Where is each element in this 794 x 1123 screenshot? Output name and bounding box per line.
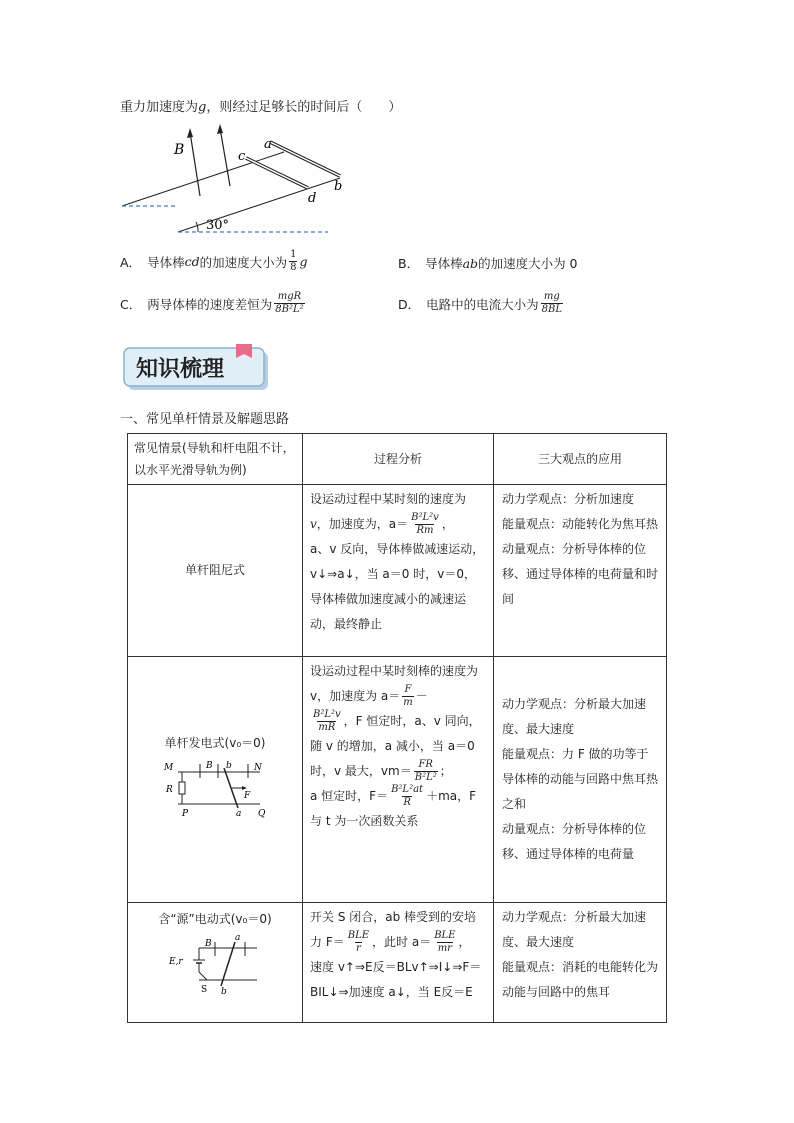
option-a-text: 导体棒 [147, 254, 185, 270]
label-angle: 30° [206, 218, 230, 233]
option-c-frac-num: mgR [277, 291, 302, 302]
row2-app-1: 动力学观点：分析最大加速度、最大速度 [502, 697, 647, 736]
row2-f4-num: B²L²at [391, 784, 424, 795]
table-row [128, 657, 667, 903]
option-a[interactable] [120, 250, 308, 273]
row1-proc-2eq: ，a＝ [376, 517, 409, 531]
option-d-frac-num: mg [543, 291, 560, 302]
row1-scene: 单杆阻尼式 [128, 485, 303, 657]
intro-suffix: ，则经过足够长的时间后（ ） [206, 100, 402, 115]
fig-label-R: R [166, 784, 173, 795]
row2-circuit-figure [160, 758, 270, 820]
row2-f1-num: F [404, 684, 412, 695]
row2-proc-2: v，加速度为 a＝ [310, 689, 401, 703]
table-header-row [128, 434, 667, 485]
fig-label-N: N [254, 762, 262, 773]
row2-fraction-1 [402, 685, 413, 708]
fig-label-B: B [205, 939, 212, 949]
section-title: 一、常见单杆情景及解题思路 [120, 412, 290, 427]
table-row [128, 903, 667, 1023]
option-a-frac-den: 8 [290, 262, 297, 273]
option-b[interactable] [398, 254, 578, 272]
option-a-tail: g [299, 254, 308, 269]
row2-app-3: 动量观点：分析导体棒的位移、通过导体棒的电荷量 [502, 822, 647, 861]
fig-label-F: F [244, 790, 251, 801]
banner-title: 知识梳理 [136, 356, 225, 382]
row3-fraction-2 [433, 931, 456, 954]
row3-scene [128, 903, 303, 1023]
fig-label-P: P [182, 808, 189, 819]
row1-app-1: 动力学观点：分析加速度 [502, 492, 635, 506]
angle-arc [196, 222, 198, 232]
row1-proc-2: ，加速度为 [316, 517, 377, 531]
intro-prefix: 重力加速度为 [120, 100, 199, 115]
header-scene: 常见情景(导轨和杆电阻不计，以水平光滑导轨为例) [128, 434, 303, 485]
option-a-text2: 的加速度大小为 [199, 254, 288, 270]
row2-f4-den: R [403, 797, 411, 808]
row2-scene [128, 657, 303, 903]
option-c-fraction [274, 292, 304, 315]
row2-app-2: 能量观点：力 F 做的功等于导体棒的动能与回路中焦耳热之和 [502, 747, 659, 811]
row2-fraction-4 [390, 785, 424, 808]
row3-scene-label: 含“源”电动式(v₀＝0) [158, 912, 272, 926]
question-intro [120, 96, 401, 115]
label-b: b [334, 179, 343, 194]
option-d-label: D． [398, 296, 421, 312]
rod-cd-inner [246, 158, 308, 188]
option-a-label: A． [120, 254, 142, 270]
b-field-arrowhead-2 [217, 124, 223, 134]
option-a-frac-num: 1 [290, 249, 297, 260]
row3-circuit-figure [165, 934, 265, 998]
fig-label-b: b [221, 987, 227, 997]
option-c-text: 两导体棒的速度差恒为 [147, 296, 273, 312]
row2-f2-num: B²L²v [313, 709, 341, 720]
scenario-table [127, 433, 667, 1023]
row1-frac-num: B²L²v [411, 512, 439, 523]
row3-process: 开关 S 闭合，ab 棒受到的安培力 F＝ $\frac{\text{BLE}}{r}$ ，此时 a＝ $\frac{\text{BLE}}{mr}$ ， 速度 v↑⇒E反＝BLv↑⇒I↓⇒F＝BIL↓⇒加速度 a↓，当 E反＝E [303, 903, 494, 1023]
option-c-label: C． [120, 296, 142, 312]
row3-f1-den: r [355, 943, 361, 954]
row2-scene-label: 单杆发电式(v₀＝0) [164, 735, 266, 750]
row1-frac-den: Rm [416, 525, 434, 536]
row1-process: 设运动过程中某时刻的速度为 v，加速度为，a＝ $\frac{\text{B²L²v}}{Rm}$ ， a、v 反向，导体棒做减速运动，v↓⇒a↓，当 a＝0 时，v＝0，导体棒做加速度减小的减速运动，最终静止 [303, 485, 494, 657]
b-field-arrow-2 [220, 128, 230, 186]
row1-app-3: 动量观点：分析导体棒的位移、通过导体棒的电荷量和时间 [502, 542, 659, 606]
incline-edge-upper [122, 152, 284, 206]
row1-app-2: 能量观点：动能转化为焦耳热 [502, 517, 659, 531]
option-d-text: 电路中的电流大小为 [426, 296, 539, 312]
fig-label-B: B [206, 760, 213, 771]
row2-f3-num: FR [418, 759, 433, 770]
header-process: 过程分析 [303, 434, 494, 485]
row1-proc-1: 设运动过程中某时刻的速度为 [310, 492, 467, 506]
option-c[interactable] [120, 292, 307, 315]
row1-fraction [410, 513, 440, 536]
row3-fraction-1 [347, 931, 370, 954]
row2-fraction-3 [414, 760, 438, 783]
option-b-text: 导体棒 [425, 256, 463, 271]
row3-proc-3: 速度 v↑⇒E反＝BLv↑⇒I↓⇒F＝BIL↓⇒加速度 a↓，当 E反＝E [310, 960, 482, 999]
label-c: c [238, 149, 246, 164]
incline-figure [118, 118, 358, 238]
option-d-fraction [541, 292, 563, 315]
fig-label-M: M [164, 762, 174, 773]
option-a-var: cd [184, 254, 200, 269]
fig-label-b: b [226, 760, 232, 771]
row2-proc-3: ，F 恒定时，a、v 同向，随 v 的增加，a 减小，当 a＝0 时，v 最大，vm＝ [310, 714, 481, 778]
b-field-arrowhead-1 [187, 128, 193, 138]
option-b-text2: 的加速度大小为 0 [478, 256, 578, 271]
row2-proc-5: ＋ma，F 与 t 为一次函数关系 [310, 789, 477, 828]
label-d: d [308, 191, 317, 206]
row1-application [494, 485, 667, 657]
row2-application [494, 657, 667, 903]
option-b-label: B． [398, 256, 420, 271]
option-d-frac-den: 8BL [541, 304, 563, 315]
row3-application [494, 903, 667, 1023]
b-field-arrow-1 [190, 132, 200, 196]
option-c-frac-den: 8B²L² [275, 304, 304, 315]
row3-proc-2: ，此时 a＝ [372, 935, 432, 949]
force-arrowhead [242, 786, 247, 790]
fig-label-Er: E,r [169, 957, 183, 967]
fig-label-Q: Q [258, 808, 266, 819]
option-d[interactable] [398, 292, 565, 315]
label-B: B [174, 142, 185, 158]
option-b-var: ab [462, 255, 479, 271]
row2-process: 设运动过程中某时刻棒的速度为 v，加速度为 a＝ $\frac{F}{m}$ － $\frac{\text{B²L²v}}{mR}$ ，F 恒定时，a、v 同向，随 v 的增加，a 减小，当 a＝0 时，v 最大，vm＝ $\frac{FR}{\text{B²L²}}$ ； a 恒定时，F＝ $\frac{\text{B²L²at}}{R}$ ＋ma，F 与 t 为一次函数关系 [303, 657, 494, 903]
knowledge-banner [122, 344, 272, 392]
row2-fraction-2 [312, 710, 342, 733]
row3-f2-num: BLE [434, 930, 456, 941]
rod-fig [221, 942, 235, 986]
fig-label-S: S [201, 985, 208, 995]
fig-label-a: a [236, 808, 242, 819]
row3-f2-den: mr [437, 943, 452, 954]
row2-proc-4: a 恒定时，F＝ [310, 789, 389, 803]
row3-proc-1: 开关 S 闭合，ab 棒受到的安培力 F＝ [310, 910, 477, 949]
row3-f1-num: BLE [347, 930, 370, 941]
row3-app-2: 能量观点：消耗的电能转化为动能与回路中的焦耳 [502, 960, 659, 999]
row2-f2-den: mR [318, 722, 336, 733]
row2-proc-1: 设运动过程中某时刻棒的速度为 [310, 664, 479, 678]
row2-f1-den: m [403, 697, 413, 708]
fig-label-a: a [235, 934, 241, 943]
label-a: a [264, 137, 272, 152]
row3-app-1: 动力学观点：分析最大加速度、最大速度 [502, 910, 647, 949]
header-application: 三大观点的应用 [494, 434, 667, 485]
switch-icon [199, 972, 207, 980]
row1-proc-v: v [310, 517, 317, 531]
resistor-icon [179, 782, 185, 794]
rod-ab-inner [270, 142, 340, 176]
option-a-fraction [289, 250, 297, 273]
row1-proc-3: a、v 反向，导体棒做减速运动，v↓⇒a↓，当 a＝0 时，v＝0，导体棒做加速度减小的减速运动，最终静止 [310, 542, 485, 631]
table-row [128, 485, 667, 657]
row2-f3-den: B²L² [414, 772, 437, 783]
intro-var: g [198, 100, 207, 115]
